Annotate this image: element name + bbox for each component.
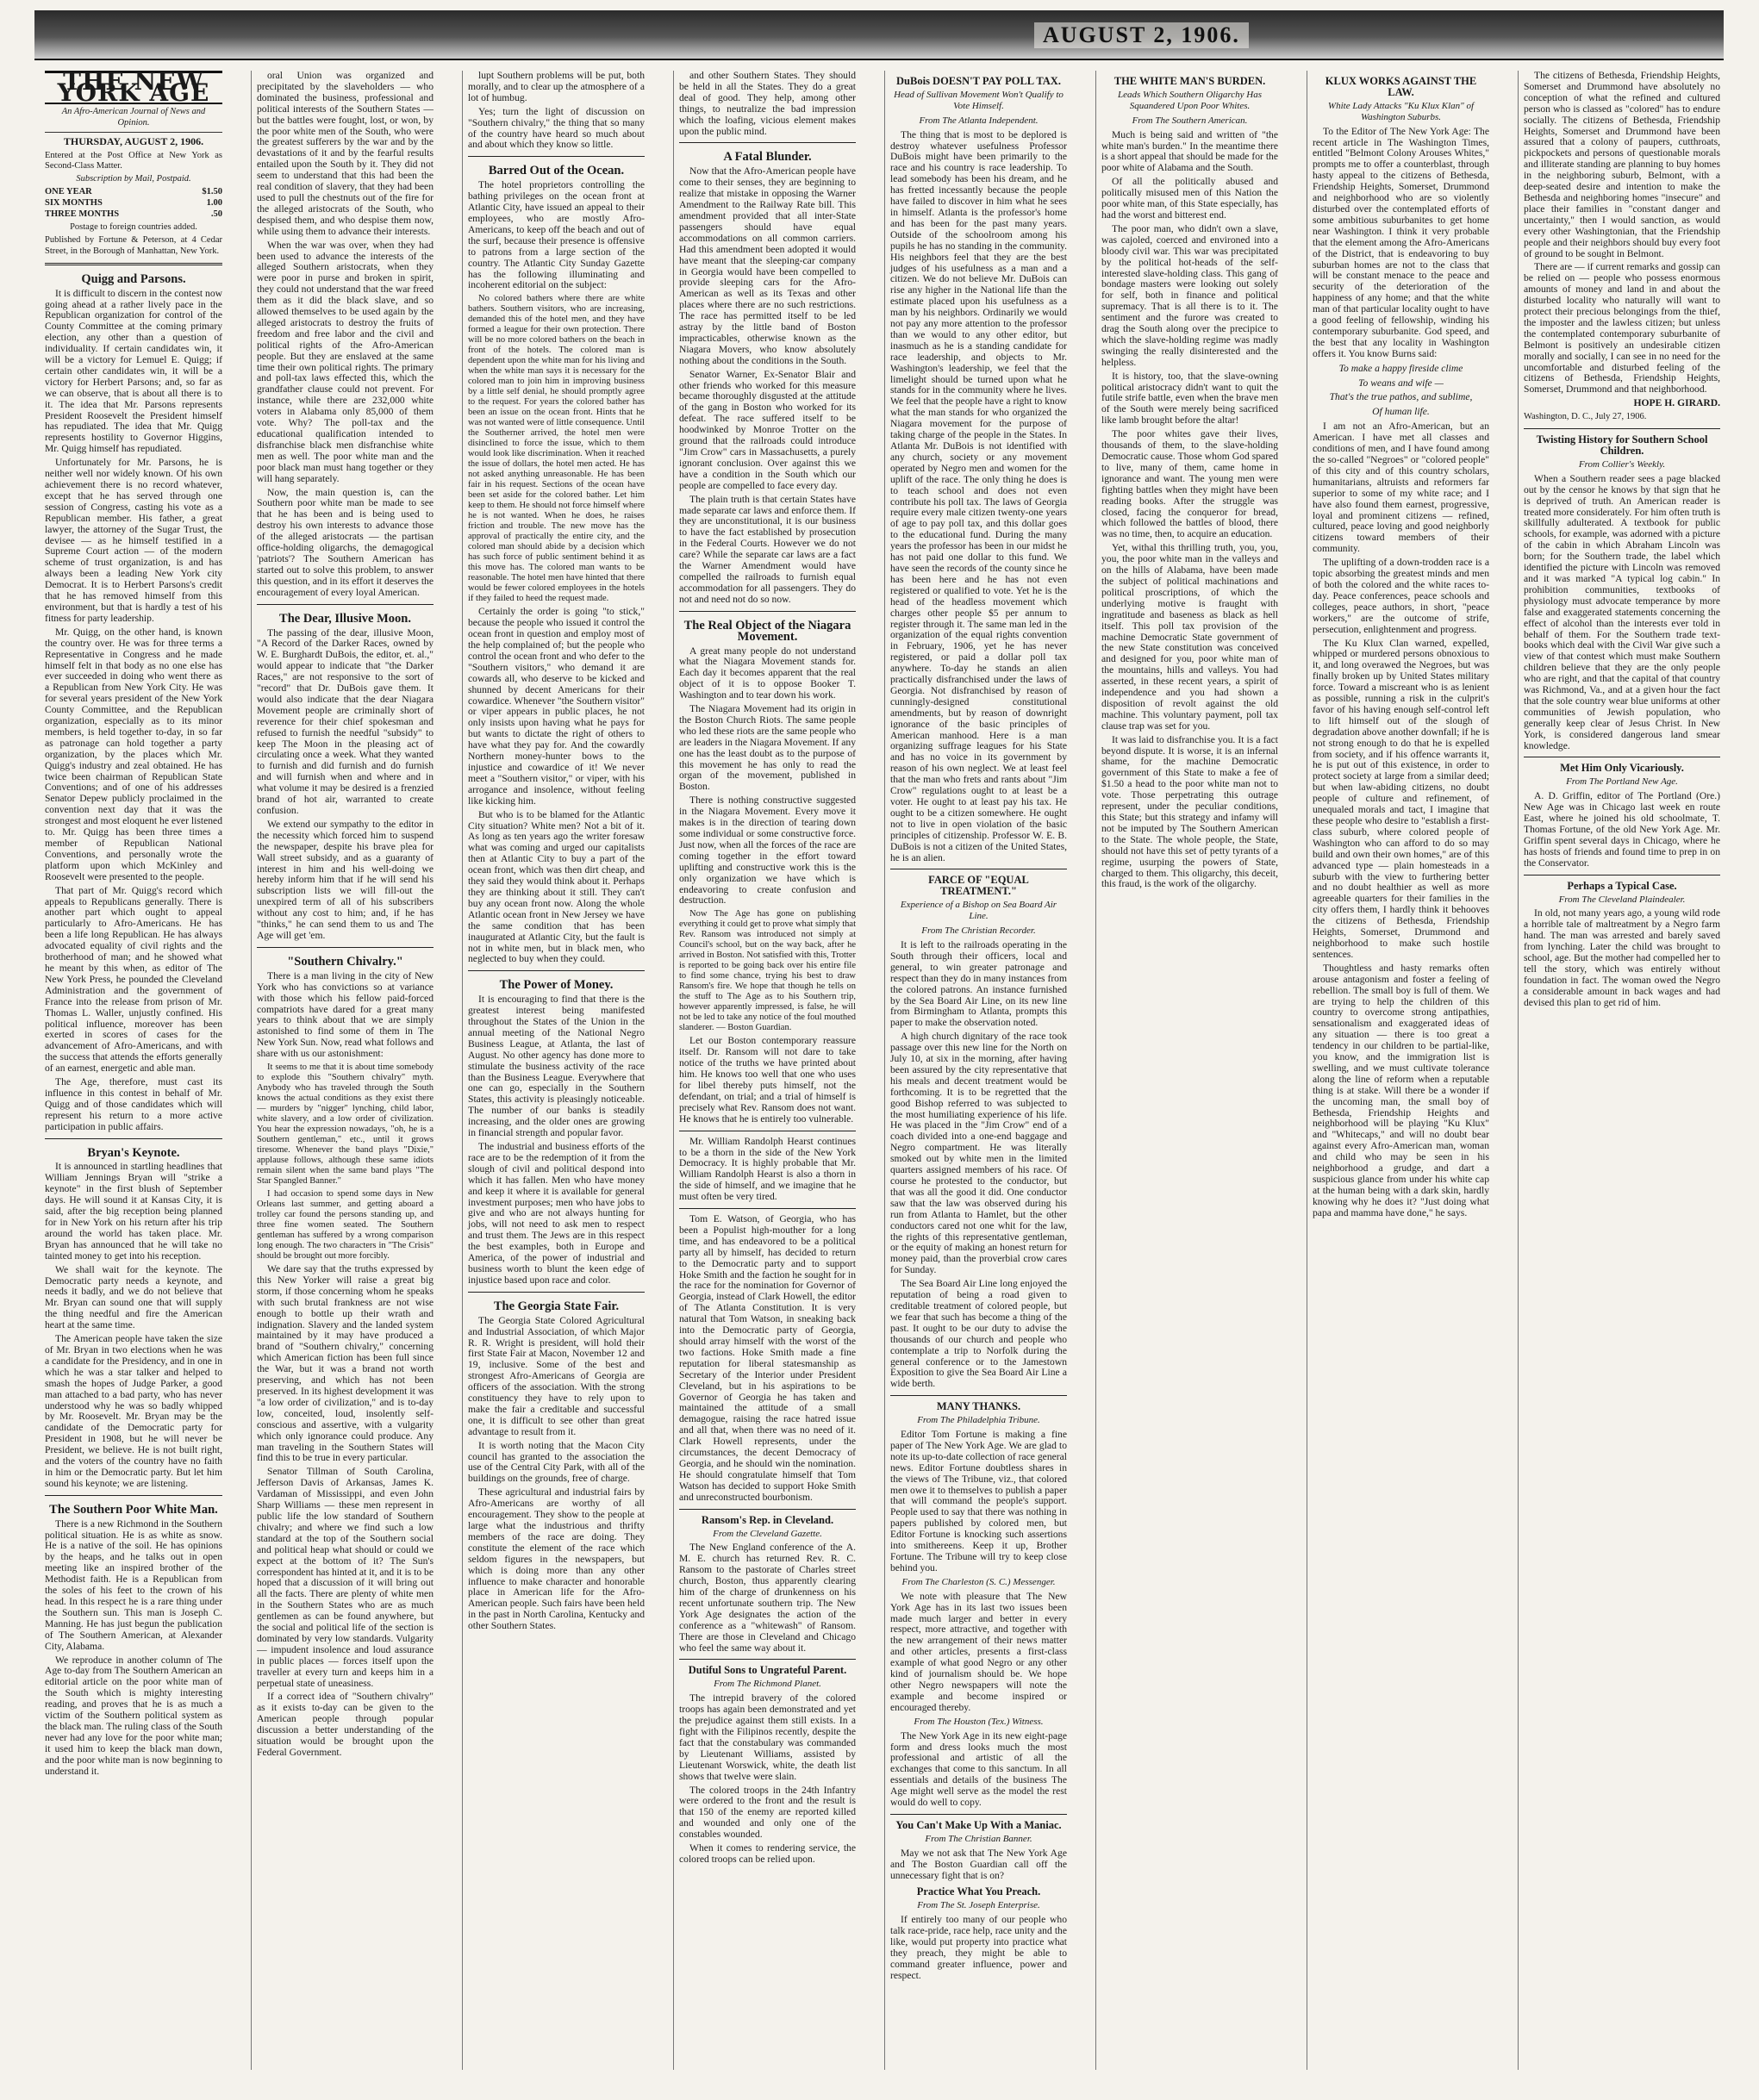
column-7 [1307, 71, 1494, 2070]
verse-line: Of human life. [1372, 406, 1430, 418]
article-paragraph: The American people have taken the size of Mr. Bryan in two elections when he was a candidate for the Presidency, and in one in which he was a star talker and helped to smash the hopes of Judge Parker, a good man attached to a bad party, who has never understood why he was so badly whipped by Mr. Roosevelt. Mr. Bryan may be the candidate of the Democratic party for President in 1908, but he will never be President, we believe. He is not built right, and the voters of the country have no faith in him or the Democratic party. But let him sound his keynote; we are listening. [45, 1333, 222, 1489]
rate-row: ONE YEAR $1.50 [45, 187, 222, 197]
article-paragraph: Now that the Afro-American people have come to their senses, they are beginning to realize that mistake in opposing the Warner Amendment to the Railway Rate bill. This amendment provided that all inter-State passengers should have equal accommodations on all common carriers. Had this amendment been adopted it would have meant that the sleeping-car company in Georgia would have been compelled to provide sleeping cars for the Afro-American as well as its Texas and other places where there are no such restrictions. The race has permitted itself to be led astray by the little band of Boston impracticables, otherwise known as the Niagara Movers, who know absolutely nothing about the conditions in the South. [679, 165, 856, 366]
article-title: MANY THANKS. [936, 1400, 1021, 1413]
article-paragraph: Now, the main question is, can the Southern poor white man be made to see that he has been and is being used to destroy his own interests to advance those of the alleged aristocrats — the partisan office-holding oligarchs, the demagogical 'patriots'? The Southern American has started out to solve this problem, to answer this question, and in its effort it deserves the encouragement of every loyal American. [257, 486, 434, 598]
article-source: From Collier's Weekly. [1578, 458, 1666, 470]
article-paragraph: oral Union was organized and precipitated by the slaveholders — who dominated the business, professional and political interests of the Southern States — but the battles were fought, lost, or won, by the poor white men of the South, who were the greatest sufferers by the war and by the devastations of it and by the fearful results entailed upon the South by it. They did not seem to understand that this had been the real condition of slavery, that they had been used to pull the chestnuts out of the fire for the alleged aristocrats of the South, who despised them, and who despise them now, while using them to advance their interests. [257, 71, 434, 237]
entry-notice: Entered at the Post Office at New York as Second-Class Matter. [45, 150, 222, 171]
article-title: A Fatal Blunder. [723, 150, 812, 165]
column-4 [673, 71, 861, 2070]
article-title: Quigg and Parsons. [81, 271, 186, 286]
article-paragraph: Let our Boston contemporary reassure itself. Dr. Ransom will not dare to take notice of the truths we have printed about him. He knows too well that one who uses for libel thereby puts himself, not the defendant, on trial; and a trial of himself is precisely what Rev. Ransom does not want. He knows that he is entirely too vulnerable. [679, 1035, 856, 1125]
article-paragraph: It is worth noting that the Macon City council has granted to the association the use of the Central City Park, with all of the buildings on the grounds, free of charge. [468, 1439, 645, 1485]
subscription-label: Subscription by Mail, Postpaid. [76, 174, 191, 184]
article-paragraph: But who is to be blamed for the Atlantic City situation? White men? Not a bit of it. As long as ten years ago the writer foresaw what was coming and urged our capitalists then at Atlantic City to buy a part of the ocean front, which was then dirt cheap, and they said they would think about it. Perhaps they are thinking about it still. They can't buy any ocean front now. Along the whole Atlantic ocean front in New Jersey we have the same condition that has been inaugurated at Atlantic City, but the fault is not in white men, but in black men, who neglected to buy when they could. [468, 808, 645, 965]
article-paragraph: lupt Southern problems will be put, both morally, and to clear up the atmosphere of a lot of humbug. [468, 71, 645, 103]
article-paragraph: and other Southern States. They should be held in all the States. They do a great deal of good. They help, among other things, to neutralize the bad impression which the loafing, vicious element makes upon the public mind. [679, 71, 856, 137]
article-paragraph: The uplifting of a down-trodden race is a topic absorbing the greatest minds and men of both the colored and the white races to-day. Peace conferences, peace schools and colleges, peace authors, in short, "peace workers," are the outcome of strife, persecution, enlightenment and progress. [1313, 557, 1489, 635]
article-paragraph: Tom E. Watson, of Georgia, who has been a Populist high-mouther for a long time, and has endeavored to be a political party all by himself, has decided to return to the Democratic party and to support Hoke Smith and the faction he sought for in the race for the nomination for Governor of Georgia, instead of Clark Howell, the editor of The Atlanta Constitution. It is very natural that Tom Watson, in sneaking back into the Democratic party of Georgia, should array himself with the worst of the two factions. Hoke Smith made a fine reputation for liberal statesmanship as Secretary of the Interior under President Cleveland, but in his aspirations to be Governor of Georgia he has taken and maintained the attitude of a small demagogue, raising the race hatred issue and all that, when there was no need of it. Clark Howell represents, under the circumstances, the decent Democracy of Georgia, and he should win the nomination. He should congratulate himself that Tom Watson has decided to support Hoke Smith and unreconstructed bourbonism. [679, 1213, 856, 1503]
article-paragraph: The plain truth is that certain States have made separate car laws and enforce them. If they are unconstitutional, it is our business to have the fact established by prosecution in the Federal Courts. However we do not care? While the separate car laws are a fact the Warner Amendment would have compelled the railroads to furnish equal accommodation for all passengers. They do not and need not do so now. [679, 493, 856, 605]
article-source: From The Charleston (S. C.) Messenger. [901, 1576, 1056, 1587]
article-subtitle: White Lady Attacks "Ku Klux Klan" of Washington Suburbs. [1327, 100, 1475, 122]
article-paragraph: The New England conference of the A. M. E. church has returned Rev. R. C. Ransom to the pastorate of Charles street church, Boston, thus apparently clearing him of the charge of drunkenness on his recent unfortunate southern trip. The New York Age designates the action of the conference as a "whitewash" of Ransom. There are those in Cleveland and Chicago who feel the same way about it. [679, 1542, 856, 1654]
article-source: From the Cleveland Gazette. [713, 1528, 822, 1539]
article-paragraph: Certainly the order is going "to stick," because the people who issued it control the ocean front in question and employ most of the help complained of; but the people who control the ocean front and who defer to the "Southern visitors," who demand it are cowards all, who deserve to be kicked and shunned by decent Americans for their cowardice. Whenever "the Southern visitor" or viper appears in public places, he not only insists upon having what he pays for but wants to dictate the right of others to have what they pay for. And the cowardly Northern money-hunter bows to the injustice and cowardice of it! We never meet a "Southern visitor," or viper, with his arrogance and insolence, without feeling like kicking him. [468, 606, 645, 807]
article-paragraph: When it comes to rendering service, the colored troops can be relied upon. [679, 1842, 856, 1865]
article-title: You Can't Make Up With a Maniac. [895, 1818, 1062, 1831]
article-title: The Dear, Illusive Moon. [279, 611, 411, 626]
article-title: Twisting History for Southern School Children. [1536, 433, 1708, 457]
article-paragraph: When a Southern reader sees a page blacked out by the censor he knows by that sign that he is deprived of truth. An American reader is treated more considerately. For him often truth is skillfully adulterated. A textbook for public schools, for example, was adorned with a picture of the cabin in which Abraham Lincoln was born; for the Southern trade, the label which identified the picture with Lincoln was removed and it was marked "A typical log cabin." In prohibition communities, textbooks of physiology must advocate temperance by more false and exaggerated statements concerning the effect of alcohol than the interests ever told in behalf of them. For the Southern trade text-books which deal with the Civil War give such a view of that contest which must make Southern children believe that they are the only people who are right, and that the capital of that country was Richmond, Va., and at a given hour the fact that the sole country wear blue uniforms at other communities of Jewish population, who generally keep clear of Jesus Christ. In New York, is considered dangerous land smear knowledge. [1524, 472, 1720, 751]
article-paragraph: When the war was over, when they had been used to advance the interests of the alleged Southern aristocrats, when they were poor in purse and broken in spirit, they could not understand that the war freed them as it did the black slave, and so allowed themselves to be used again by the alleged aristocrats to destroy the fruits of freedom and free labor and the civil and political rights of the Afro-American people. But they are enslaved at the same time their own political rights. The primary and poll-tax laws effected this, which the grandfather clause could not prevent. For instance, while there are 232,000 white voters in Alabama only 85,000 of them vote. Why? The poll-tax and the educational qualification intended to disfranchise black men disfranchise white men as well. The poor white man and the poor black man must hang together or they will hang separately. [257, 239, 434, 484]
article-title: Barred Out of the Ocean. [488, 164, 625, 178]
article-paragraph: That part of Mr. Quigg's record which appeals to Republicans generally. There is another part which ought to appeal particularly to Afro-Americans. He has been a life long Republican. He has always advocated equality of civil rights and the brotherhood of man; and he showed what he meant by this when, as editor of The New York Press, he pounded the Cleveland Administration and the government of France into the release from prison of Mr. Thomas L. Waller, unjustly confined. His political influence, moreover has been exerted in scores of cases for the advancement of Afro-Americans, and with the success that attends the efforts generally of an earnest, energetic and able man. [45, 884, 222, 1075]
article-title: The Power of Money. [499, 978, 614, 993]
article-paragraph: Senator Tillman of South Carolina, Jefferson Davis of Arkansas, James K. Vardaman of Mississippi, and even John Sharp Williams — these men represent in public life the low standard of Southern chivalry; and where we find such a low standard at the top of the Southern social and political heap what should or could we expect at the bottom of it? The Sun's correspondent has hinted at it, and it is to be hoped that a discussion of it will bring out all the facts. There are plenty of white men in the Southern States who are as much gentlemen as can be found anywhere, but the social and political life of the section is dominated by very low standards. Vulgarity — impudent insolence and loud assurance in public places — forces itself upon the traveller at every turn and keeps him in a perpetual state of uneasiness. [257, 1466, 434, 1689]
article-paragraph: The Age, therefore, must cast its influence in this contest in behalf of Mr. Quigg and of those candidates which will represent his return to a more active participation in public affairs. [45, 1076, 222, 1132]
article-paragraph: The hotel proprietors controlling the bathing privileges on the ocean front at Atlantic City, have issued an appeal to their employees, who are mostly Afro-Americans, to keep off the beach and out of the surf, because their presence is offensive to patrons from a large section of the country. The Atlantic City Sunday Gazette has the following illuminating and incoherent editorial on the subject: [468, 179, 645, 291]
article-paragraph: The passing of the dear, illusive Moon, "A Record of the Darker Races, owned by W. E. Burghardt DuBois, the editor, et. al.," would appear to indicate that "the Darker Races," are not responsive to the sort of "record" that Dr. DuBois gave them. It would also indicate that the dear Niagara Movement people are criminally short of reverence for their chief spokesman and refused to furnish the needful "subsidy" to keep The Moon in the pleasing act of circulating once a week. What they wanted to furnish and did furnish and do furnish and will furnish when and where and in what volume it may be desired is a frenzied brand of hot air, warranted to create confusion. [257, 626, 434, 816]
article-paragraph: We shall wait for the keynote. The Democratic party needs a keynote, and needs it badly, and we do not believe that Mr. Bryan can sound one that will supply the thing needful and fire the American heart at the same time. [45, 1263, 222, 1331]
article-paragraph: We dare say that the truths expressed by this New Yorker will raise a great big storm, if those concerning whom he speaks with such brutal frankness are not wise enough to bottle up their wrath and indignation. Slavery and the landed system maintained by it may have produced a brand of "Southern chivalry," concerning which American fiction has been full since the War, but it was a brand not worth preserving, and which has not been preserved. In its highest development it was "a low order of civilization," and is to-day low, conceited, loud, insolently self-conscious and assertive, with a vulgarity which only ignorance could produce. Any man traveling in the Southern States will find this to be true in every particular. [257, 1263, 434, 1464]
article-paragraph: Editor Tom Fortune is making a fine paper of The New York Age. We are glad to note its up-to-date collection of race general news. Editor Fortune doubtless shares in the views of The Tribune, viz., that colored men owe it to themselves to publish a paper that will command the people's support. People used to say that there was nothing in papers published by colored men, but Editor Fortune is knocking such assertions into smithereens. Keep it up, Brother Fortune. The Tribune will try to keep close behind you. [890, 1429, 1067, 1573]
article-subtitle: Head of Sullivan Movement Won't Qualify to Vote Himself. [894, 89, 1064, 111]
masthead-title: THE NEW YORK AGE [45, 71, 222, 104]
article-paragraph: There is nothing constructive suggested in the Niagara Movement. Every move it makes is in the direction of tearing down some individual or some constructive force. Just now, when all the forces of the race are coming together in the effort toward uplifting and constructive work this is the only organization we have which is endeavoring to create confusion and destruction. [679, 795, 856, 907]
article-title: The Southern Poor White Man. [49, 1502, 218, 1517]
verse-line: That's the true pathos, and sublime, [1329, 391, 1473, 403]
article-source: From The Atlanta Independent. [919, 115, 1039, 126]
article-title: Met Him Only Vicariously. [1560, 762, 1684, 775]
article-quote: I had occasion to spend some days in New Orleans last summer, and getting aboard a trolley car found the persons standing up, and three fine women seated. The Southern gentleman has suffered by a wrong comparison long enough. The two characters in "The Crisis" should be brought out more forcibly. [257, 1189, 434, 1262]
article-paragraph: There is a new Richmond in the Southern political situation. He is as white as snow. He is a native of the soil. He has opinions by the heaps, and he talks out in open meeting like an inspired brother of the Methodist faith. He is a Republican from the soles of his feet to the crown of his head. In this respect he is a rare thing under the Southern sun. This man is Joseph C. Manning. He has just begun the publication of The Southern American, at Alexander City, Alabama. [45, 1517, 222, 1652]
article-paragraph: In old, not many years ago, a young wild rode a horrible tale of maltreatment by a Negro farm hand. The man was arrested and barely saved from lynching. Later the child was brought to school, age. But the mother had compelled her to tell the story, which was entirely without foundation in fact. The woman owed the Negro a considerable amount in back wages and had devised this plan to get rid of him. [1524, 907, 1720, 1008]
article-paragraph: Yet, withal this thrilling truth, you, you, you, the poor white man in the valleys and on the hills of Alabama, have been made the subject of political machinations and political proscriptions, of which the underlying motive is fraught with ingratitude and baseness as black as hell itself. This poll tax provision of the machine Democratic State government of the new State constitution was conceived and designed for you, poor white man of the mountains, hills and valleys. You had asserted, in these recent years, a spirit of independence and you had shown a disposition of revolt against the old machine. This voluntary payment, poll tax clause trap was set for you. [1101, 542, 1278, 732]
publisher-note: Published by Fortune & Peterson, at 4 Cedar Street, in the Borough of Manhattan, New York. [45, 234, 222, 256]
article-paragraph: The poor whites gave their lives, thousands of them, to the slave-holding Democratic cause. Those whom God spared to live, many of them, came home in ignorance and want. The young men were fighting battles when they might have been reading books. After the struggle was closed, facing the conqueror for bread, which followed the battles of blood, there was no time, then, to acquire an education. [1101, 428, 1278, 540]
article-source: From The Portland New Age. [1566, 776, 1678, 788]
article-title: Dutiful Sons to Ungrateful Parent. [688, 1664, 847, 1677]
article-paragraph: I am not an Afro-American, but an American. I have met all classes and conditions of men, and I have found among the so-called "Negroes" or "colored people" of this city and of this country scholars, humanitarians, altruists and reformers far superior to some of my white race; and I have also found them earnest, progressive, loyal and prominent citizens — refined, cultured, peace loving and good neighborly citizens toward members of their community. [1313, 421, 1489, 555]
article-paragraph: Senator Warner, Ex-Senator Blair and other friends who worked for this measure became thoroughly disgusted at the attitude of the gang in Boston who worked for its defeat. The race suffered itself to be hoodwinked by Monroe Trotter on the ground that the railroads could introduce "Jim Crow" cars in Massachusetts, a purely ignorant conclusion. Over against this we have a condition in the South which our people are compelled to face every day. [679, 368, 856, 491]
article-source: From The Christian Banner. [925, 1833, 1032, 1844]
article-quote: Now The Age has gone on publishing everything it could get to prove what simply that Rev. Ransom was introduced not simply at Council's school, but on the way back, after he arrived in Boston. Not satisfied with this, Trotter is reported to be going back over his entire file to find some chance, trying his best to draw Ransom's fire. We hope that though he tells on the stuff to The Age as to his Southern trip, however apparently impressed, is false, he will not be led to take any notice of the foul mouthed slanderer. — Boston Guardian. [679, 909, 856, 1033]
verse-line: To weans and wife — [1358, 377, 1444, 389]
article-title: The Real Object of the Niagara Movement. [683, 618, 851, 644]
article-paragraph: Thoughtless and hasty remarks often arouse antagonism and foster a feeling of rebellion. The small boy is full of them. We are trying to help the children of this country to overcome strong antipathies, sensationalism and exaggerated ideas of any situation — there is too great a tendency in our children to be partial-like, you know, and the immigration list is swelling, and we must cultivate tolerance along the line of reform when a reputable thing is at stake. Will there be a wonder if the uncoming man, the small boy of Bethesda, Friendship Heights and neighborhood will be playing "Ku Klux" and "Whitecaps," and will no doubt bear against every Afro-American man, woman and child who may be seen in his neighborhood a grudge, and dart a suspicious glance from under his white cap at the human being with a dark skin, hardly knowing why he does it? "Just doing what papa and mamma have done," he says. [1313, 962, 1489, 1218]
article-quote: It seems to me that it is about time somebody to explode this "Southern chivalry" myth. Anybody who has traveled through the South knows the actual conditions as they exist there — murders by "nigger" lynching, child labor, white slavery, and a low order of civilization. You hear the expression nowadays, "oh, he is a Southern gentleman," etc., until it grows tiresome. Whenever the band plays "Dixie," applause follows, although these same idiots remain silent when the same band plays "The Star Spangled Banner." [257, 1062, 434, 1187]
article-paragraph: The colored troops in the 24th Infantry were ordered to the front and the result is that 150 of the enemy are reported killed and wounded and only one of the constables wounded. [679, 1784, 856, 1841]
column-1 [40, 71, 228, 2070]
article-paragraph: Unfortunately for Mr. Parsons, he is neither well nor widely known. Of his own achievement there is no record whatever, except that he has served through one session of Congress, casting his vote as a Republican member. His father, a great lawyer, the attorney of the Sugar Trust, the devisee — as he himself testified in a Supreme Court action — of the modern scheme of trust organization, is and has always been a leading New York city Democrat. It is to Herbert Parsons's credit that he has removed himself from this environment, but that is hardly a test of his fitness for party leadership. [45, 457, 222, 624]
article-paragraph: It is encouraging to find that there is the greatest interest being manifested throughout the States of the Union in the annual meeting of the National Negro Business League, at Atlanta, the last of August. No other agency has done more to stimulate the business activity of the race than the Business League. Everywhere that one can go, especially in the Southern States, this activity is pleasingly noticeable. The number of our banks is steadily increasing, and the older ones are growing in financial strength and popular favor. [468, 994, 645, 1139]
verse-line: To make a happy fireside clime [1338, 362, 1463, 374]
column-3 [462, 71, 650, 2070]
page-header-band [34, 10, 1724, 60]
signature-place: Washington, D. C., July 27, 1906. [1524, 412, 1647, 422]
article-source: From The Christian Recorder. [921, 925, 1036, 937]
newspaper-page [40, 71, 1725, 2070]
article-title: Ransom's Rep. in Cleveland. [701, 1513, 834, 1526]
article-source: From The St. Joseph Enterprise. [917, 1900, 1040, 1911]
article-paragraph: Of all the politically abused and politically misused men of this Nation the poor white man, of this State especially, has had the worst and bitterest end. [1101, 176, 1278, 221]
article-source: From The Philadelphia Tribune. [917, 1415, 1040, 1426]
article-paragraph: The Georgia State Colored Agricultural and Industrial Association, of which Major R. R. Wright is president, will hold their first State Fair at Macon, November 12 and 19, inclusive. Some of the best and strongest Afro-Americans of Georgia are officers of the association. With the strong constituency they have to rely upon to make the fair a creditable and successful one, it is difficult to see other than great advantage to result from it. [468, 1314, 645, 1437]
article-source: From The Houston (Tex.) Witness. [914, 1716, 1044, 1727]
article-paragraph: It is history, too, that the slave-owning political aristocracy didn't want to quit the futile strife battle, even when the brave men of the South were merely being sacrificed like lamb brought before the altar! [1101, 370, 1278, 427]
article-paragraph: We reproduce in another column of The Age to-day from The Southern American an editorial article on the poor white man of the South which is mighty interesting reading, and proves that he is as much a victim of the Southern political system as the black man. The ruling class of the South never had any love for the poor white man; it used him to keep the black man down, and the poor white man is now beginning to understand it. [45, 1654, 222, 1777]
column-8 [1518, 71, 1725, 2070]
article-paragraph: The New York Age in its new eight-page form and dress looks much the most professional and artistic of all the exchanges that come to this sanctum. In all essentials and details of the business The Age might well serve as the model the rest would do well to copy. [890, 1729, 1067, 1809]
header-date: AUGUST 2, 1906. [1034, 22, 1249, 48]
article-paragraph: There is a man living in the city of New York who has convictions so at variance with those which his fellow paid-forced compatriots have dared for a great many years to think about that we are simply astonished to find some of them in The New York Sun. Now, read what follows and share with us our astonishment: [257, 969, 434, 1060]
article-paragraph: The citizens of Bethesda, Friendship Heights, Somerset and Drummond have absolutely no conception of what the refined and cultured person who is classed as "colored" has to endure socially. The citizens of Bethesda, Friendship Heights, Somerset and Drummond have been assured that a colony of paupers, cutthroats, pickpockets and persons of questionable morals and illiterate standing are planning to buy homes in the neighboring suburb, Belmont, with a deep-seated desire and intention to make the Bethesda and neighboring homes "insecure" and place their families in "constant danger and uncertainty," then I would sanction, as would every other Washingtonian, that the Friendship people and their neighbors should buy every foot of ground to be sought in Belmont. [1524, 71, 1720, 259]
article-paragraph: The industrial and business efforts of the race are to be the redemption of it from the slough of civil and political despond into which it has fallen. Men who have money and keep it where it is available for general investment purposes; men who have jobs to give and who are not always hunting for jobs, will not need to ask men to respect and trust them. The Jews are in this respect the best examples, both in Europe and America, of the power of industrial and business worth to blunt the keen edge of injustice based upon race and color. [468, 1141, 645, 1286]
article-paragraph: A high church dignitary of the race took passage over this new line for the North on July 10, at six in the morning, after having been assured by the city representative that his meals and decent treatment would be forthcoming. It is to be regretted that the good Bishop referred to was subjected to the most humiliating experience of his life. He was placed in the "Jim Crow" end of a coach divided into a one-end baggage and Negro compartment. He was literally smoked out by white men in the limited quarters assigned members of his race. Of course he protested to the conductor, but that was all the good it did. One conductor saw that the law was observed during his run from Atlanta to Hamlet, but the other conductors cared not one whit for the law, the rights of this representative gentleman, or the equity of making an honest return for money paid, than the proverbial crow cares for Sunday. [890, 1031, 1067, 1276]
article-paragraph: May we not ask that The New York Age and The Boston Guardian call off the unnecessary fight that is on? [890, 1847, 1067, 1881]
article-title: FARCE OF "EQUAL TREATMENT." [928, 874, 1029, 898]
article-title: Practice What You Preach. [916, 1885, 1041, 1898]
article-paragraph: If entirely too many of our people who talk race-pride, race help, race unity and the like, would put property into practice what they preach, they might be able to command greater influence, power and respect. [890, 1914, 1067, 1981]
article-title: THE WHITE MAN'S BURDEN. [1113, 75, 1266, 87]
article-title: Perhaps a Typical Case. [1567, 879, 1677, 892]
article-title: KLUX WORKS AGAINST THE LAW. [1325, 75, 1477, 98]
article-source: From The Southern American. [1132, 115, 1248, 126]
article-paragraph: Mr. William Randolph Hearst continues to be a thorn in the side of the New York Democracy. It is highly probable that Mr. William Randolph Hearst is also a thorn in the side of himself, and we imagine that he must often be very tired. [679, 1135, 856, 1203]
article-paragraph: Yes; turn the light of discussion on "Southern chivalry," the thing that so many of the country have heard so much about and about which they know so little. [468, 105, 645, 151]
article-paragraph: It was laid to disfranchise you. It is a fact beyond dispute. It is worse, it is an infernal shame, for the machine Democratic government of this State to make a fee of $1.50 a head to the poor white man not to vote. Those perpetrating this outrage represent, under the peculiar conditions, this State; but this strategy and infamy will not be imputed by The Southern American to the State. The whole people, the State, should not have this set of petty tyrants of a regime, usurping the powers of State, charged to them. This oligarchy, this deceit, this fraud, is the work of the oligarchy. [1101, 733, 1278, 890]
article-paragraph: It is difficult to discern in the contest now going ahead at a rather lively pace in the Republican organization for control of the County Committee at the coming primary election, any other than a question of individuality. If certain candidates win, it will be a victory for Lemuel E. Quigg; if certain other candidates win, it will be a victory for Herbert Parsons; and, so far as we can observe, that is about all there is to it. The idea that Mr. Parsons represents President Roosevelt the President himself has repudiated. The idea that Mr. Quigg represents hostility to Governor Higgins, Mr. Quigg himself has repudiated. [45, 287, 222, 455]
article-title: Bryan's Keynote. [87, 1145, 180, 1160]
article-paragraph: To the Editor of The New York Age: The recent article in The Washington Times, entitled "Belmont Colony Arouses Whites," prompts me to offer a counterblast, through hasty appeal to the citizens of Bethesda, Friendship Heights, Somerset, Drummond and neighborhood who are so violently disturbed over the contemplated efforts of some ambitious suburbanites to get home near Washington. I think it very probable that the element among the Afro-Americans of the District, that is endeavoring to buy suburban homes are not to the class that will be constant menace to the peace and security of the deterioration of the happiness of any home; and that the white man of that particular locality ought to have a good feeling of fellowship, winding his contemporary suburbanite. God speed, and the best that any locality in Washington offers it. You know Burns said: [1313, 125, 1489, 359]
column-5 [884, 71, 1072, 2070]
article-paragraph: It is left to the railroads operating in the South through their officers, local and general, to win greater patronage and respect than they do in many instances from the colored patrons. An instance furnished by the Sea Board Air Line, on its new line from Birmingham to Atlanta, prompts this paper to make the observation noted. [890, 938, 1067, 1029]
article-source: From The Richmond Planet. [714, 1679, 821, 1690]
article-paragraph: These agricultural and industrial fairs by Afro-Americans are worthy of all encouragement. They show to the people at large what the industrious and thrifty members of the race are doing. They constitute the element of the race which seldom figures in the newspapers, but which is doing more than any other influence to make character and honorable place in American life for the Afro-American people. Such fairs have been held in the past in North Carolina, Kentucky and other Southern States. [468, 1486, 645, 1632]
article-paragraph: We note with pleasure that The New York Age has in its last two issues been made much larger and better in every respect, more attractive, and together with the new arrangement of their news matter and other articles, presents a first-class example of what good Negro or any other kind of journalism should be. We hope other Negro newspapers will note the example and become inspired or encouraged thereby. [890, 1590, 1067, 1713]
postage-note: Postage to foreign countries added. [70, 221, 197, 232]
article-paragraph: A. D. Griffin, editor of The Portland (Ore.) New Age was in Chicago last week en route East, where he joined his old schoolmate, T. Thomas Fortune, of the old New York Age. Mr. Griffin spent several days in Chicago, where he has hosts of friends and found time to prep in on the Conservator. [1524, 790, 1720, 869]
rate-row: THREE MONTHS .50 [45, 209, 222, 220]
masthead-subtitle: An Afro-American Journal of News and Opinion. [45, 107, 222, 133]
article-paragraph: The Niagara Movement had its origin in the Boston Church Riots. The same people who led these riots are the same people who are leaders in the Niagara Movement. If any one has the least doubt as to the purpose of this movement he has only to read the organ of the movement, published in Boston. [679, 703, 856, 793]
article-paragraph: Much is being said and written of "the white man's burden." In the meantime there is a short appeal that should be made for the poor white of Alabama and the South. [1101, 128, 1278, 174]
article-quote: No colored bathers where there are white bathers. Southern visitors, who are increasing, demanded this of the hotel men, and they have formed a league for their own protection. There will be no more colored bathers on the beach in front of the hotels. The colored man is dependent upon the white man for his living and when the white man says it is necessary for the colored man to join him in improving business by a little self denial, he should promptly agree to the request. For years the colored bather has been an issue on the ocean front. Hints that he was not wanted were of little consequence. Until the Southerner arrived, the hotel men were disinclined to force the issue, which to them would look like discrimination. When it reached the issue of dollars, the hotel men acted. He has not asked anything unreasonable. He has been fair in his request. Sections of the ocean have been set aside for the colored bather. Let him keep to them. He should not force himself where he is not wanted. When he does, he raises friction and trouble. The new move has the approval of practically the entire city, and the colored man should abide by a decision which has such force of public sentiment behind it as this move has. The colored man wants to be reasonable. The hotel men have hinted that there would be fewer colored employees in the hotels if they failed to heed the request made. [468, 294, 645, 604]
article-title: "Southern Chivalry." [287, 954, 403, 969]
article-paragraph: A great many people do not understand what the Niagara Movement stands for. Each day it becomes apparent that the real object of it is to oppose Booker T. Washington and to tear down his work. [679, 645, 856, 701]
article-subtitle: Leads Which Southern Oligarchy Has Squandered Upon Poor Whites. [1117, 89, 1263, 111]
article-paragraph: We extend our sympathy to the editor in the necessity which forced him to suspend the newspaper, despite his brave plea for Wall street subsidy, and as a guaranty of interest in him and his well-doing we hereby inform him that if he will send his subscription lists we will fill-out the unexpired term of all of his subscribers without any cost to him; and, if he has "thinks," he can send them to us and The Age will get 'em. [257, 818, 434, 941]
rate-row: SIX MONTHS 1.00 [45, 198, 222, 209]
column-2 [251, 71, 439, 2070]
article-paragraph: Mr. Quigg, on the other hand, is known the country over. He was for three terms a Representative in Congress and he made himself felt in that body as no one else has ever succeeded in doing who went there as a Republican from New York City. He was for several years president of the New York County Committee, and the Republican organization, especially as to its minor members, is held together to-day, in so far as patronage can hold together a party organization, by the places which Mr. Quigg's industry and zeal obtained. He has twice been chairman of Republican State Conventions; and of one of his addresses Senator Depew publicly proclaimed in the convention next day that it was the strongest and most eloquent he ever listened to. Mr. Quigg has been three times a member of Republican National Conventions, and personally wrote the platform upon which McKinley and Roosevelt were presented to the people. [45, 626, 222, 882]
article-paragraph: The thing that is most to be deplored is destroy whatever usefulness Professor DuBois might have been primarily to the race and his country is race leadership. To lead somebody has been his dream, and he has fretted incessantly because the people have failed to discover in him what he sees in himself. Atlanta is the professor's home and has been for the past many years. Outside of the schoolroom among his pupils he has no standing in the community. His neighbors feel that they are the best judges of his usefulness as a man and a citizen. We do not believe Mr. DuBois can rise any higher in the National life than the estimate placed upon his usefulness as a man by his neighbors. Ordinarily we would not pay any more attention to the professor than we would to any other editor, but inasmuch as he is a standing candidate for race leadership, and objects to Mr. Washington's leadership, we feel that the limelight should be turned upon what he stands for in the community where he lives. We feel that the people have a right to know what the man stands for who organized the Niagara movement for the purpose of taking charge of the people in the States. In Atlanta Mr. DuBois is not identified with any church, society or any movement operated by Negro men and women for the uplift of the race. The only thing he does is to teach school and does not even contribute his poll tax. The laws of Georgia require every male citizen twenty-one years of age to pay poll tax, and this dollar goes to the educational fund. During the many years the professor has been in our midst he has not paid one dollar to this fund. We have seen the records of the county since he has been here and he has not even registered or qualified to vote. Yet he is the head of the headless movement which charges other people $5 per annum to register through it. The same man led in the organization of the equal rights convention in February, 1906, yet he has never registered, or paid a dollar poll tax anywhere. To-day he stands an alien practically disfranchised under the laws of Georgia. Not disfranchised by reason of cunningly-designed constitutional amendments, but by reason of downright ignorance of the basic principles of American manhood. Here is a man organizing suffrage leagues for his State and has no voice in its government by reason of his own neglect. We at least feel that the man who frets and rants about "Jim Crow" regulations ought to at least be a voter. He ought to at least pay his tax. He ought to be a citizen somewhere. He ought not to live in open violation of the basic principles of citizenship. Professor W. E. B. DuBois is not a citizen of the United States, he is an alien. [890, 128, 1067, 863]
article-paragraph: There are — if current remarks and gossip can be relied on — people who possess enormous amounts of money and land in and about the disturbed locality who naturally will want to protect their precious belongings from the thief, the imposter and the lawless citizen; but unless the contemplated contemporary suburbanite of Belmont is positively an undesirable citizen morally and socially, I can see in no need for the uncomfortable and disturbed feeling of the citizens of Bethesda, Friendship Heights, Somerset, Drummond and that neighborhood. [1524, 261, 1720, 396]
masthead-date: THURSDAY, AUGUST 2, 1906. [63, 134, 204, 147]
article-source: From The Cleveland Plaindealer. [1558, 894, 1686, 905]
article-paragraph: It is announced in startling headlines that William Jennings Bryan will "strike a keynote" in the first blush of September days. He will sound it at Kansas City, it is said, after the big reception being planned for in New York on his return after his trip around the world has taken place. Mr. Bryan has announced that he will take no tainted money to get into his reception. [45, 1161, 222, 1262]
column-6 [1095, 71, 1283, 2070]
article-paragraph: If a correct idea of "Southern chivalry" as it exists to-day can be given to the American people through popular discussion a better understanding of the situation would be brought upon the Federal Government. [257, 1691, 434, 1758]
article-paragraph: The poor man, who didn't own a slave, was cajoled, coerced and environed into a bloody civil war. This war was precipitated by the political hot-heads of the self-interested slave-holding class. This gang of bondage masters were looking out solely for self, both in finance and political supremacy. That is all there is to it. The sentiment and the furore was created to drag the South along over the precipice to which the slave-holding regime was madly swinging the really disinterested and the helpless. [1101, 222, 1278, 368]
article-title: DuBois DOESN'T PAY POLL TAX. [896, 75, 1061, 87]
article-subtitle: Experience of a Bishop on Sea Board Air Line. [900, 900, 1057, 922]
article-paragraph: The intrepid bravery of the colored troops has again been demonstrated and yet the prejudice against them still exists. In a fight with the Filipinos recently, despite the fact that the constabulary was commanded by Lieutenant Williams, assisted by Lieutenant Worswick, white, the death list shows that twelve were slain. [679, 1692, 856, 1782]
article-title: The Georgia State Fair. [493, 1299, 620, 1313]
article-paragraph: The Ku Klux Clan warned, expelled, whipped or murdered persons obnoxious to it, and long overawed the Negroes, but was finally broken up by United States military force. Toward a miscreant who is as lenient as possible, running a risk in the culprit's favor of his having enough self-control left to lift himself out of the slough of degradation above another downfall; if he is not strong enough to do that he is expelled from society, and if his offence warrants it, he is put out of this existence, in order to protect society at large from a similar deed; but when law-abiding citizens, no doubt people of culture and refinement, of unequaled morals and tact, I imagine that these people who desire to "establish a first-class suburb, where colored people of Washington who can afford to do so may build and own their own homes," are of this advanced type — plain homesteads in a suburb with the view to furthering better and no doubt healthier as well as more agreeable quarters for their families in the city offers them, I hardly think it behooves the citizens of Bethesda, Friendship Heights, Somerset, Drummond and neighborhood to make such hostile sentences. [1313, 637, 1489, 960]
signature: HOPE H. GIRARD. [1633, 397, 1720, 409]
article-paragraph: The Sea Board Air Line long enjoyed the reputation of being a road given to creditable treatment of colored people, but we fear that such has become a thing of the past. It ought to be our duty to advise the thousands of our church and people who contemplate a trip to Norfolk during the general conference or to the Jamestown Exposition to give the Sea Board Air Line a wide berth. [890, 1278, 1067, 1390]
